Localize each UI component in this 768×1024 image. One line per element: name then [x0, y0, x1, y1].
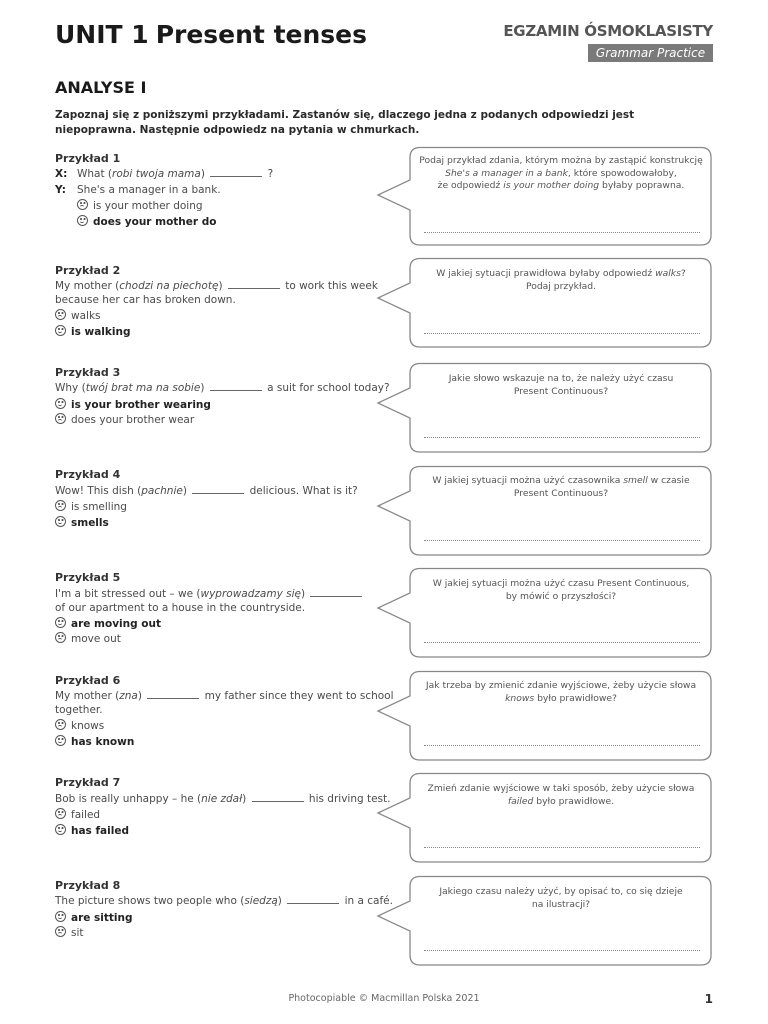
- answer-line[interactable]: [424, 950, 700, 951]
- sad-face-icon: [55, 309, 66, 320]
- answer-blank: [310, 588, 362, 597]
- example-label: Przykład 5: [55, 571, 121, 584]
- example-sentence: I'm a bit stressed out – we (wyprowadzamy się): [55, 587, 364, 601]
- wrong-option: is your mother doing: [77, 199, 203, 212]
- polish-hint: wyprowadzamy się: [200, 588, 301, 600]
- wrong-option: knows: [55, 719, 104, 732]
- answer-line[interactable]: [424, 232, 700, 233]
- sad-face-icon: [55, 632, 66, 643]
- example-label: Przykład 3: [55, 366, 121, 379]
- bubble-question: Zmień zdanie wyjściowe w taki sposób, żeby użycie słowa failed było prawidłowe.: [427, 783, 695, 807]
- example-sentence: Bob is really unhappy – he (nie zdał) his driving test.: [55, 793, 391, 805]
- wrong-option: sit: [55, 926, 84, 939]
- instructions: Zapoznaj się z poniższymi przykładami. Zastanów się, dlaczego jedna z podanych odpowiedzi jest niepoprawna. Następnie odpowiedz na pytania w chmurkach.: [55, 109, 635, 136]
- sad-face-icon: [55, 926, 66, 937]
- grammar-practice-badge: Grammar Practice: [588, 44, 713, 62]
- happy-face-icon: [55, 824, 66, 835]
- example-label: Przykład 7: [55, 776, 121, 789]
- example-label: Przykład 2: [55, 264, 121, 277]
- speaker-y: Y:: [55, 184, 66, 196]
- answer-blank: [228, 280, 280, 289]
- correct-option: are sitting: [55, 911, 133, 924]
- exam-title: EGZAMIN ÓSMOKLASISTY: [503, 22, 713, 40]
- polish-hint: siedzą: [244, 895, 278, 907]
- bubble-question: Jak trzeba by zmienić zdanie wyjściowe, żeby użycie słowa knows było prawidłowe?: [425, 680, 697, 704]
- example-reply: Y: She's a manager in a bank.: [55, 184, 221, 196]
- polish-hint: pachnie: [141, 485, 183, 497]
- correct-option: has known: [55, 735, 134, 748]
- example-sentence-cont: together.: [55, 704, 103, 716]
- answer-line[interactable]: [424, 847, 700, 848]
- example-label: Przykład 8: [55, 879, 121, 892]
- bubble-question: W jakiej sytuacji można użyć czasownika smell w czasie Present Continuous?: [432, 475, 690, 499]
- example-sentence: My mother (zna) my father since they went to school: [55, 690, 394, 702]
- polish-hint: nie zdał: [201, 793, 243, 805]
- example-sentence: My mother (chodzi na piechotę) to work this week: [55, 280, 378, 292]
- example-sentence: X: What (robi twoja mama) ?: [55, 168, 274, 180]
- footer-copyright: Photocopiable © Macmillan Polska 2021: [288, 993, 480, 1004]
- example-sentence: Why (twój brat ma na sobie) a suit for school today?: [55, 382, 390, 394]
- bubble-question: Jakie słowo wskazuje na to, że należy użyć czasu Present Continuous?: [448, 373, 674, 397]
- example-sentence-cont: of our apartment to a house in the countryside.: [55, 602, 306, 614]
- correct-option: smells: [55, 516, 109, 529]
- happy-face-icon: [55, 516, 66, 527]
- page-number: 1: [704, 992, 713, 1006]
- polish-hint: twój brat ma na sobie: [85, 382, 201, 394]
- happy-face-icon: [55, 325, 66, 336]
- correct-option: has failed: [55, 824, 129, 837]
- answer-blank: [147, 690, 199, 699]
- answer-line[interactable]: [424, 745, 700, 746]
- section-title: ANALYSE I: [55, 78, 147, 97]
- correct-option: does your mother do: [77, 215, 216, 228]
- answer-line[interactable]: [424, 540, 700, 541]
- correct-option: is your brother wearing: [55, 398, 211, 411]
- answer-blank: [210, 168, 262, 177]
- example-sentence: Wow! This dish (pachnie) delicious. What is it?: [55, 485, 358, 497]
- happy-face-icon: [77, 215, 88, 226]
- polish-hint: zna: [119, 690, 138, 702]
- answer-line[interactable]: [424, 437, 700, 438]
- wrong-option: walks: [55, 309, 101, 322]
- bubble-question: Jakiego czasu należy użyć, by opisać to, co się dzieje na ilustracji?: [439, 886, 683, 910]
- polish-hint: chodzi na piechotę: [119, 280, 219, 292]
- correct-option: are moving out: [55, 617, 161, 630]
- answer-line[interactable]: [424, 333, 700, 334]
- example-sentence-cont: because her car has broken down.: [55, 294, 236, 306]
- sad-face-icon: [55, 413, 66, 424]
- answer-blank: [192, 485, 244, 494]
- answer-blank: [287, 895, 339, 904]
- polish-hint: robi twoja mama: [112, 168, 201, 180]
- happy-face-icon: [55, 617, 66, 628]
- bubble-question: W jakiej sytuacji można użyć czasu Present Continuous, by mówić o przyszłości?: [432, 578, 690, 602]
- bubble-question: Podaj przykład zdania, którym można by zastąpić konstrukcję She's a manager in a bank, które spowodowałoby, że odpowiedź is your mother doing byłaby poprawna.: [419, 155, 703, 191]
- answer-blank: [252, 793, 304, 802]
- sad-face-icon: [77, 199, 88, 210]
- wrong-option: is smelling: [55, 500, 127, 513]
- example-label: Przykład 6: [55, 674, 121, 687]
- sad-face-icon: [55, 808, 66, 819]
- happy-face-icon: [55, 735, 66, 746]
- answer-line[interactable]: [424, 642, 700, 643]
- answer-blank: [210, 382, 262, 391]
- sad-face-icon: [55, 500, 66, 511]
- example-sentence: The picture shows two people who (siedzą) in a café.: [55, 895, 393, 907]
- happy-face-icon: [55, 911, 66, 922]
- unit-title: [55, 20, 367, 49]
- wrong-option: failed: [55, 808, 100, 821]
- example-label: Przykład 4: [55, 468, 121, 481]
- bubble-question: W jakiej sytuacji prawidłowa byłaby odpowiedź walks? Podaj przykład.: [436, 268, 686, 292]
- happy-face-icon: [55, 398, 66, 409]
- wrong-option: move out: [55, 632, 121, 645]
- unit-number: UNIT 1: [55, 20, 149, 49]
- example-label: Przykład 1: [55, 152, 121, 165]
- speaker-x: X:: [55, 168, 68, 180]
- correct-option: is walking: [55, 325, 130, 338]
- wrong-option: does your brother wear: [55, 413, 194, 426]
- unit-topic: Present tenses: [155, 20, 368, 49]
- sad-face-icon: [55, 719, 66, 730]
